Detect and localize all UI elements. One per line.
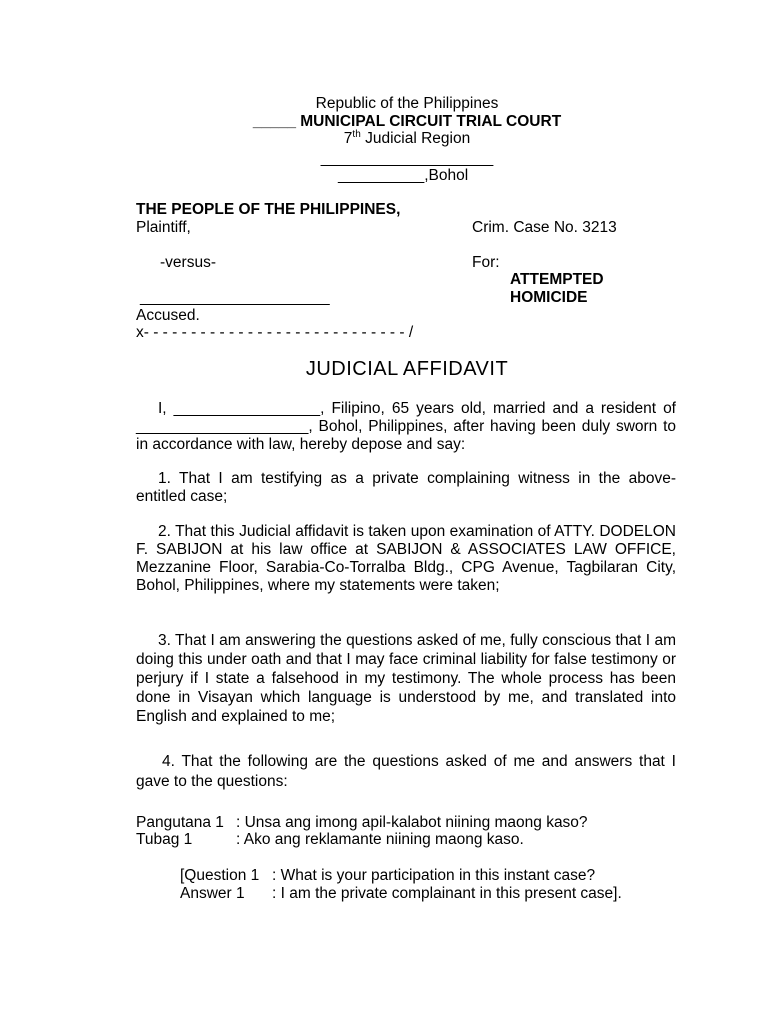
question-1-visayan	[136, 814, 588, 832]
versus-label: -versus-	[160, 254, 216, 271]
offense-line-2: HOMICIDE	[510, 289, 588, 306]
judicial-region	[0, 130, 768, 148]
item-1: 1. That I am testifying as a private complaining witness in the above-entitled case;	[136, 470, 676, 505]
republic-line: Republic of the Philippines	[315, 95, 499, 112]
english-question-label: [Question 1	[180, 867, 260, 884]
english-question-text: : What is your participation in this instant case?	[272, 867, 596, 884]
people-of-philippines: THE PEOPLE OF THE PHILIPPINES,	[136, 201, 401, 218]
caption-separator: x- - - - - - - - - - - - - - - - - - - - - - - - - - - - /	[136, 324, 414, 341]
for-label: For:	[472, 254, 500, 271]
case-number: Crim. Case No. 3213	[472, 219, 617, 236]
question-1-label: Pangutana 1	[136, 814, 224, 831]
english-answer-label: Answer 1	[180, 885, 245, 902]
bohol-line: __________,Bohol	[338, 167, 469, 184]
region-number: 7	[343, 130, 353, 147]
answer-1-visayan	[136, 831, 524, 849]
question-1-english	[180, 867, 595, 885]
item-4: 4. That the following are the questions asked of me and answers that I gave to the questions:	[136, 753, 676, 790]
region-suffix: th	[352, 128, 361, 140]
court-line: _____ MUNICIPAL CIRCUIT TRIAL COURT	[252, 113, 562, 130]
plaintiff-label: Plaintiff,	[136, 219, 191, 236]
english-answer-text: : I am the private complainant in this present case].	[272, 885, 622, 902]
item-2: 2. That this Judicial affidavit is taken upon examination of ATTY. DODELON F. SABIJON at his law office at SABIJON & ASSOCIATES LAW OFFICE, Mezzanine Floor, Sarabia-Co-Torralba Bldg., CPG Avenue, Tagbilaran City, Bohol, Philippines, where my statements were taken;	[136, 523, 676, 594]
accused-blank: ______________________	[140, 289, 330, 306]
intro-paragraph: I, _________________, Filipino, 65 years old, married and a resident of ____________________, Bohol, Philippines, after having been duly sworn to in accordance with law, hereby depose and say:	[136, 400, 676, 453]
answer-1-label: Tubag 1	[136, 831, 193, 848]
item-3: 3. That I am answering the questions asked of me, fully conscious that I am doing this under oath and that I may face criminal liability for false testimony or perjury if I state a falsehood in my testimony. The whole process has been done in Visayan which language is understood by me, and translated into English and explained to me;	[136, 632, 676, 725]
answer-1-english	[180, 885, 622, 903]
offense-line-1: ATTEMPTED	[510, 271, 604, 288]
region-text: Judicial Region	[360, 130, 471, 147]
accused-label: Accused.	[136, 307, 200, 324]
answer-1-text: : Ako ang reklamante niining maong kaso.	[236, 831, 524, 848]
question-1-text: : Unsa ang imong apil-kalabot niining maong kaso?	[236, 814, 588, 831]
blank-line: ____________________	[320, 150, 494, 167]
document-title: JUDICIAL AFFIDAVIT	[305, 358, 509, 380]
